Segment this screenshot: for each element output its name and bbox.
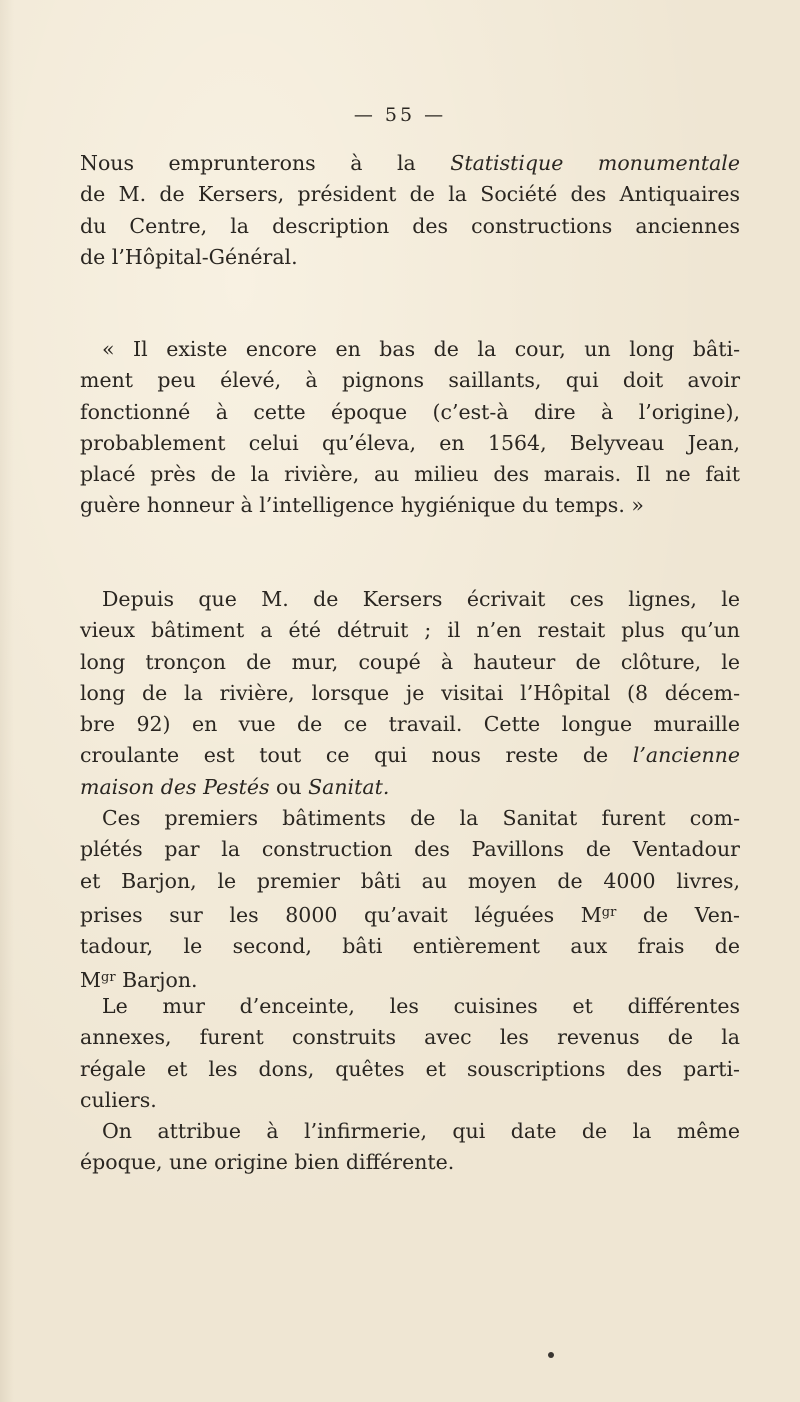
text-line — [80, 148, 740, 179]
text-span: Nous emprunterons à la — [80, 151, 451, 175]
text-line — [80, 772, 740, 803]
paragraph-intro — [80, 148, 740, 273]
text-line — [80, 897, 740, 931]
text-line: de M. de Kersers, président de la Société des Antiquaires — [80, 182, 740, 207]
text-span: de Ven- — [616, 902, 740, 927]
text-line: vieux bâtiment a été détruit ; il n’en restait plus qu’un — [80, 618, 740, 643]
paragraph-le-mur — [80, 991, 740, 1116]
text-line: bre 92) en vue de ce travail. Cette longue muraille — [80, 712, 740, 737]
text-line: « Il existe encore en bas de la cour, un long bâti- — [102, 337, 740, 361]
text-line: ment peu élevé, à pignons saillants, qui doit avoir — [80, 368, 740, 393]
superscript: gr — [101, 970, 116, 986]
text-line: plétés par la construction des Pavillons de Ventadour — [80, 837, 740, 862]
text-span: ou — [269, 774, 309, 799]
text-line: Depuis que M. de Kersers écrivait ces lignes, le — [102, 587, 740, 611]
text-line: de l’Hôpital-Général. — [80, 244, 298, 269]
text-line: On attribue à l’infirmerie, qui date de la même — [102, 1119, 740, 1143]
book-title: Statistique monumentale — [450, 151, 740, 175]
text-line: placé près de la rivière, au milieu des marais. Il ne fait — [80, 462, 740, 487]
ink-spot — [548, 1352, 554, 1358]
text-line: probablement celui qu’éleva, en 1564, Belyveau Jean, — [80, 430, 740, 455]
paragraph-depuis — [80, 584, 740, 803]
text-line — [80, 740, 740, 771]
text-span: M — [80, 968, 101, 993]
text-line: et Barjon, le premier bâti au moyen de 4000 livres, — [80, 868, 740, 893]
paragraph-ces-premiers — [80, 803, 740, 997]
italic-phrase: l’ancienne — [632, 743, 740, 768]
text-line: du Centre, la description des constructions anciennes — [80, 213, 740, 238]
text-line: fonctionné à cette époque (c’est-à dire à l’origine), — [80, 399, 740, 424]
text-line: tadour, le second, bâti entièrement aux frais de — [80, 934, 740, 959]
text-span: Barjon. — [115, 968, 198, 993]
text-line: Ces premiers bâtiments de la Sanitat furent com- — [102, 806, 740, 830]
text-line: Le mur d’enceinte, les cuisines et différentes — [102, 994, 740, 1018]
quotation — [80, 334, 740, 522]
text-span: croulante est tout ce qui nous reste de — [80, 743, 633, 768]
text-line: régale et les dons, quêtes et souscriptions des parti- — [80, 1056, 740, 1081]
page-number: — 55 — — [353, 104, 447, 126]
text-line: annexes, furent construits avec les revenus de la — [80, 1025, 740, 1050]
text-span: prises sur les 8000 qu’avait léguées M — [80, 902, 602, 927]
text-line: guère honneur à l’intelligence hygiénique du temps. » — [80, 493, 644, 518]
text-line: long tronçon de mur, coupé à hauteur de clôture, le — [80, 649, 740, 674]
paragraph-on-attribue — [80, 1116, 740, 1179]
text-line: époque, une origine bien différente. — [80, 1150, 455, 1175]
italic-phrase: Sanitat. — [308, 774, 390, 799]
superscript: gr — [601, 904, 617, 920]
text-line: culiers. — [80, 1087, 157, 1112]
italic-phrase: maison des Pestés — [80, 774, 270, 799]
text-line: long de la rivière, lorsque je visitai l’Hôpital (8 décem- — [80, 680, 740, 705]
